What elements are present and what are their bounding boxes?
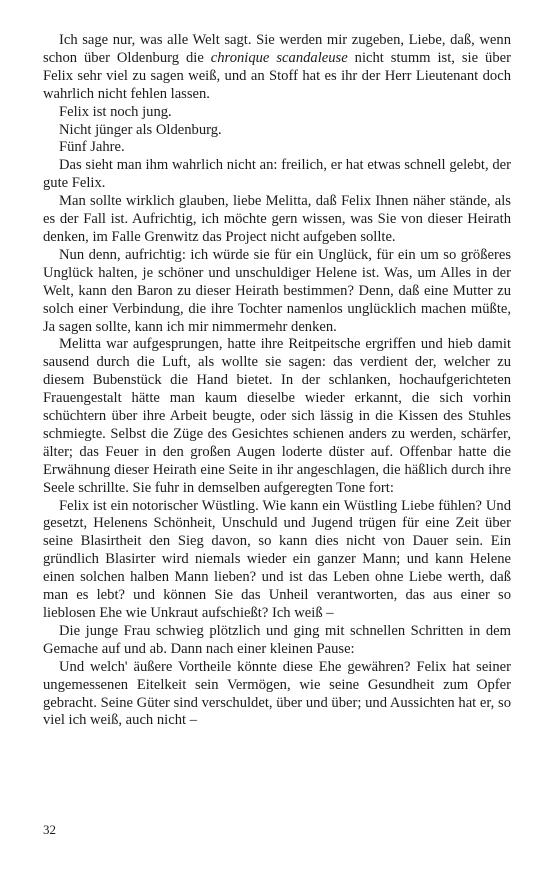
paragraph: [43, 623, 511, 659]
text-run: Nicht jünger als Oldenburg.: [59, 121, 222, 138]
text-run: Und welch' äußere Vortheile könnte diese Ehe gewähren? Felix hat seiner ungemessenen Eitelkeit sein Vermögen, wie seine Gesundheit zum Opfer gebracht. Seine Güter sind verschuldet, über und über; und Aussichten hat er, so viel ich weiß, auch nicht –: [43, 658, 511, 729]
text-run: Felix ist ein notorischer Wüstling. Wie kann ein Wüstling Liebe fühlen? Und gesetzt, Helenens Schönheit, Unschuld und Jugend trügen für eine Zeit über seine Blasirtheit den Sieg davon, so kann dies nicht von Dauer sein. Ein gründlich Blasirter wird niemals wieder ein ganzer Mann; und kann Helene einen solchen halben Mann lieben? und ist das Leben ohne Liebe werth, daß man es lebt? und können Sie das Unheil verantworten, das aus einer so lieblosen Ehe wie Unkraut aufschießt? Ich weiß –: [43, 497, 511, 621]
text-run: nicht stumm ist, sie über Felix sehr viel zu sagen weiß, und an Stoff hat es ihr der Herr Lieutenant doch wahrlich nicht fehlen lassen.: [43, 49, 511, 102]
text-run: Fünf Jahre.: [59, 139, 125, 156]
paragraph: [43, 122, 511, 140]
text-run: Ich sage nur, was alle Welt sagt. Sie werden mir zugeben, Liebe, daß, wenn schon über Oldenburg die: [43, 32, 511, 66]
text-run: Das sieht man ihm wahrlich nicht an: freilich, er hat etwas schnell gelebt, der gute Felix.: [43, 157, 511, 192]
text-run: Man sollte wirklich glauben, liebe Melitta, daß Felix Ihnen näher stände, als es der Fall ist. Aufrichtig, ich möchte gern wissen, was Sie von dieser Heirath denken, im Falle Grenwitz das Project nicht aufgeben sollte.: [43, 193, 511, 245]
paragraph: [43, 498, 511, 623]
text-run: Die junge Frau schwieg plötzlich und ging mit schnellen Schritten in dem Gemache auf und ab. Dann nach einer kleinen Pause:: [43, 622, 511, 657]
text-run: Felix ist noch jung.: [59, 103, 172, 120]
page-number: 32: [43, 822, 56, 837]
italic-text: chronique scandaleuse: [210, 49, 348, 66]
paragraph: [43, 139, 511, 157]
text-run: Melitta war aufgesprungen, hatte ihre Reitpeitsche ergriffen und hieb damit sausend durch die Luft, als wollte sie sagen: das verdient der, welcher zu diesem Bubenstück die Hand bietet. In der schlanken, hochaufgerichteten Frauengestalt hätte man kaum dieselbe wieder erkannt, die sich vorhin schüchtern über ihre Arbeit beugte, oder sich lässig in die Kissen des Stuhles schmiegte. Selbst die Züge des Gesichtes schienen anders zu werden, schärfer, älter; das Feuer in den großen Augen loderte düster auf. Offenbar hatte die Erwähnung dieser Heirath eine Seite in ihr angeschlagen, die häßlich durch ihre Seele schrillte. Sie fuhr in demselben aufgeregten Tone fort:: [43, 336, 511, 496]
paragraph: [43, 157, 511, 193]
paragraph: [43, 659, 511, 731]
body-text: [43, 32, 511, 730]
paragraph: [43, 193, 511, 247]
paragraph: [43, 104, 511, 122]
paragraph: [43, 32, 511, 104]
paragraph: [43, 247, 511, 337]
paragraph: [43, 336, 511, 497]
text-run: Nun denn, aufrichtig: ich würde sie für ein Unglück, für ein um so größeres Unglück halten, je schöner und unschuldiger Helene ist. Was, um Alles in der Welt, kann den Baron zu dieser Heirath bestimmen? Denn, daß eine Mutter zu solch einer Verbindung, die ihre Tochter namenlos unglücklich machen müßte, Ja sagen sollte, kann ich mir nimmermehr denken.: [43, 246, 511, 335]
